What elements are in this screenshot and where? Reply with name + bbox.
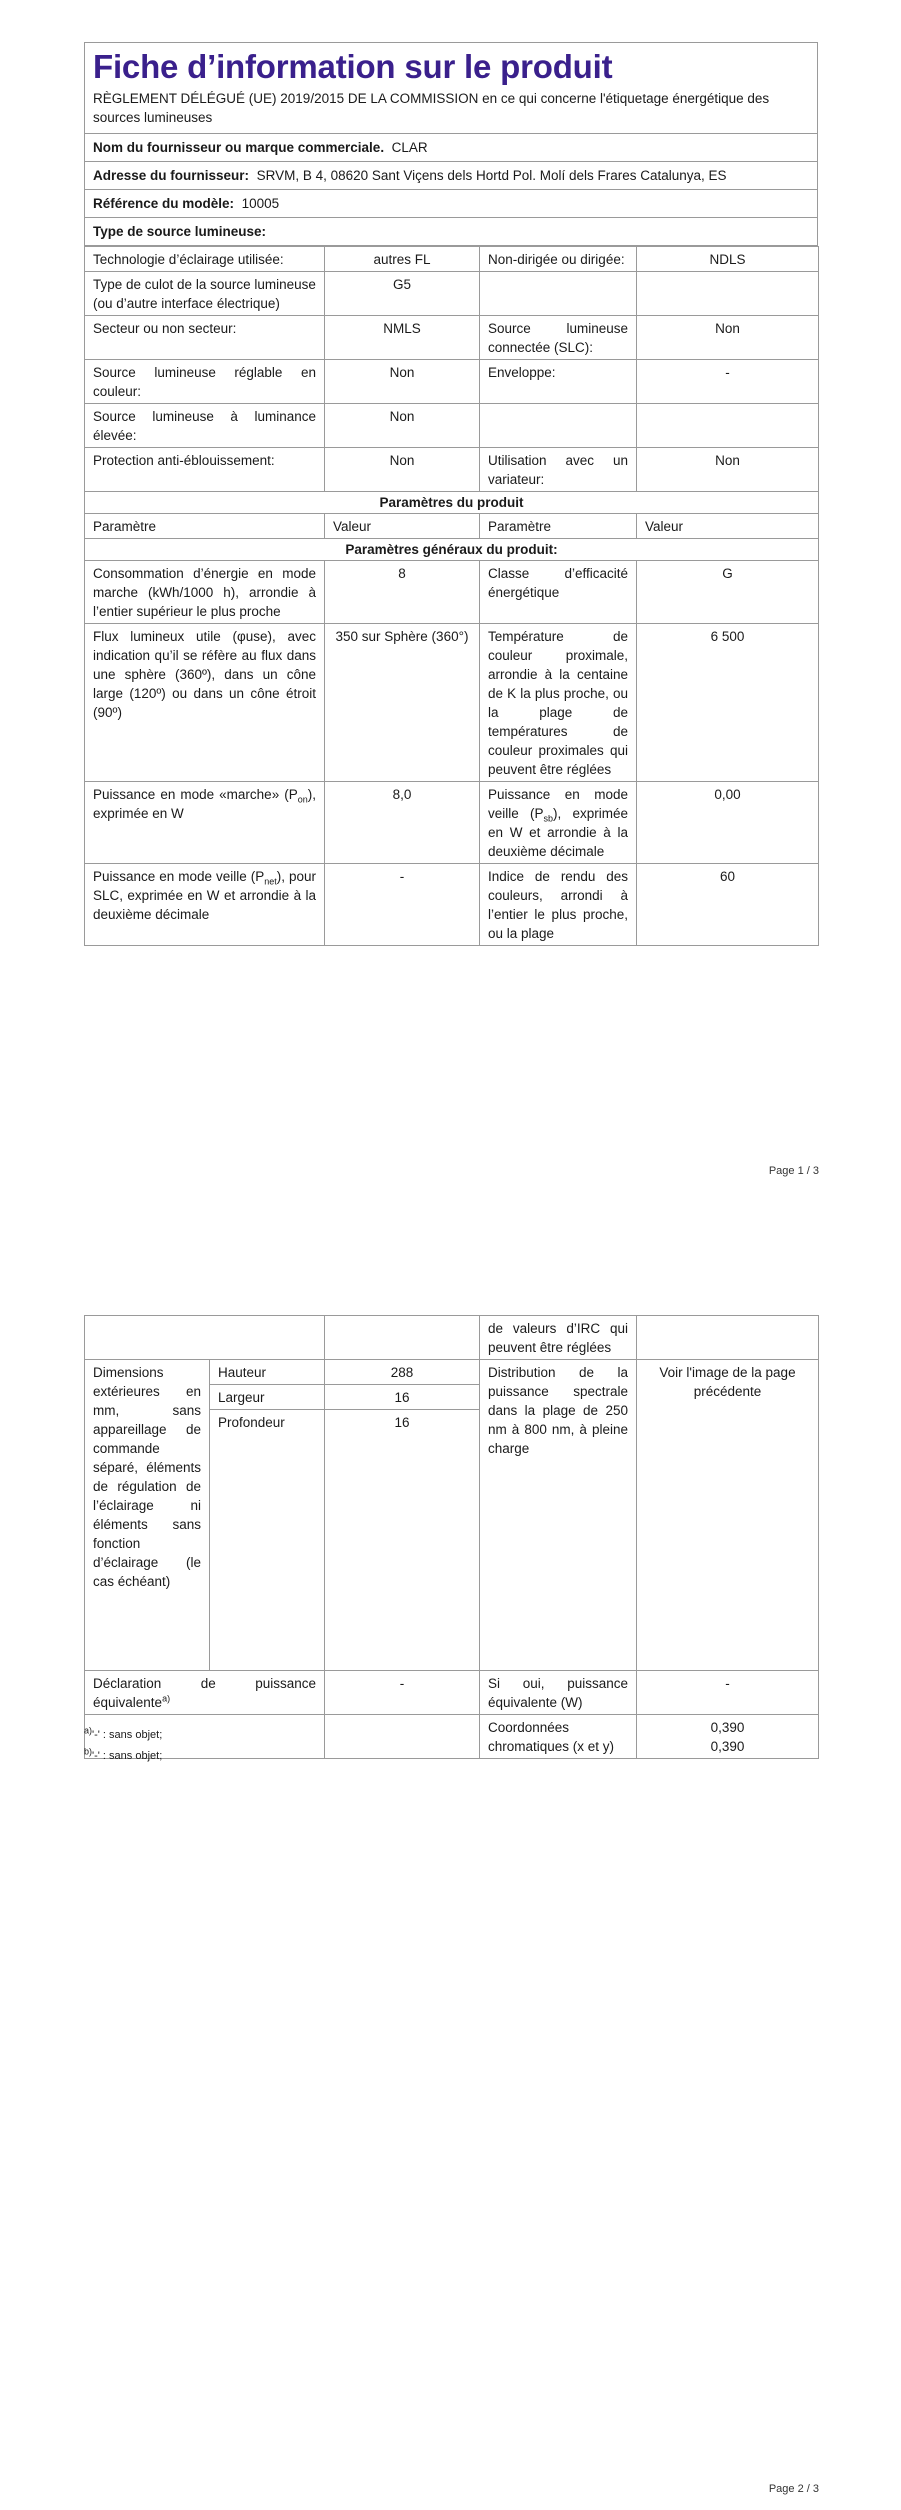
psb-label-b: ), exprimée en W et arrondie à la deuxième décimale [488,806,628,859]
cell-value [325,1316,480,1360]
cell-label: Classe d’efficacité énergétique [480,561,637,624]
table-row [85,404,819,448]
dim-depth-label: Profondeur [210,1410,325,1671]
cell-value: 8,0 [325,782,480,864]
pon-label-b: ), exprimée en W [93,787,316,821]
supplier-name-label: Nom du fournisseur ou marque commerciale. [93,140,385,155]
dimensions-label: Dimensions extérieures en mm, sans appareillage de commande séparé, éléments de régulation de l’éclairage ni éléments sans fonction d’éclairage (le cas échéant) [85,1360,210,1671]
spectral-value: Voir l'image de la page précédente [637,1360,819,1671]
cell-value: Non [637,316,819,360]
cell-value [637,272,819,316]
cell-value: G [637,561,819,624]
cell-label [85,272,325,316]
page-number: Page 2 / 3 [768,2483,819,2495]
cell-label: Indice de rendu des couleurs, arrondi à l’entier le plus proche, ou la plage [480,864,637,946]
cell-label [85,864,325,946]
table-row [85,1671,819,1715]
model-ref-row [84,190,818,218]
cell-label: Source lumineuse réglable en couleur: [85,360,325,404]
table-row [85,316,819,360]
cell-label: Température de couleur proximale, arrondie à la centaine de K la plus proche, ou la plage de températures de couleur proximales qui peuvent être réglées [480,624,637,782]
table-row [85,272,819,316]
footnotes [84,1725,162,1767]
supplier-name-value: CLAR [391,140,428,155]
dim-height-label: Hauteur [210,1360,325,1385]
cell-value: NDLS [637,247,819,272]
pnet-subscript: net [264,876,277,887]
chroma-x: 0,390 [710,1720,745,1735]
characteristics-table [84,246,819,946]
col-param: Paramètre [480,514,637,539]
cell-value [637,404,819,448]
cell-label [480,404,637,448]
info-sheet-continued [84,1315,818,1759]
table-row [85,561,819,624]
page-2 [0,1255,901,2510]
page-title: Fiche d’information sur le produit [93,48,613,85]
cap-type-label-extra: (ou d’autre interface électrique) [93,296,280,311]
section-heading-row [85,492,819,514]
characteristics-table-continued [84,1315,819,1759]
cell-label [480,272,637,316]
supplier-name-row [84,134,818,162]
cell-value: - [325,864,480,946]
source-type-row [84,218,818,246]
cell-label [480,782,637,864]
table-row [85,360,819,404]
equiv-label: Déclaration de puissance équivalente [93,1676,316,1710]
pon-label-a: Puissance en mode «marche» (P [93,787,298,802]
col-param: Paramètre [85,514,325,539]
cell-label: Si oui, puissance équivalente (W) [480,1671,637,1715]
dim-width-value: 16 [325,1385,480,1410]
cell-label [85,782,325,864]
cell-label: de valeurs d’IRC qui peuvent être réglées [480,1316,637,1360]
cell-value: 6 500 [637,624,819,782]
pnet-label-b: ), pour SLC, exprimée en W et arrondie à la deuxième décimale [93,869,316,922]
cell-value: NMLS [325,316,480,360]
cell-value [637,1316,819,1360]
supplier-address-label: Adresse du fournisseur: [93,168,250,183]
dim-depth-value: 16 [325,1410,480,1671]
cap-type-label: Type de culot de la source lumineuse [93,277,316,292]
cell-label [85,1671,325,1715]
table-row [85,448,819,492]
cell-value: - [325,1671,480,1715]
product-params-heading: Paramètres du produit [85,492,819,514]
cell-value [325,1715,480,1759]
cell-value: 60 [637,864,819,946]
table-row [85,1360,819,1385]
footnote-a-text: '-' : sans objet; [92,1729,163,1741]
regulation-subtitle: RÈGLEMENT DÉLÉGUÉ (UE) 2019/2015 DE LA COMMISSION en ce qui concerne l'étiquetage énergétique des sources lumineuses [93,91,770,125]
cell-value: 0,00 [637,782,819,864]
page-number: Page 1 / 3 [768,1165,819,1177]
cell-label: Consommation d’énergie en mode marche (kWh/1000 h), arrondie à l’entier supérieur le plus proche [85,561,325,624]
section-heading-row [85,539,819,561]
cell-label [85,1316,325,1360]
chroma-y: 0,390 [710,1739,745,1754]
cell-value: G5 [325,272,480,316]
dim-height-value: 288 [325,1360,480,1385]
cell-label: Non-dirigée ou dirigée: [480,247,637,272]
cell-value: Non [637,448,819,492]
table-row [85,1316,819,1360]
cell-label: Utilisation avec un variateur: [480,448,637,492]
col-value: Valeur [325,514,480,539]
cell-value: - [637,360,819,404]
footnote-b-mark: b) [84,1746,93,1757]
psb-subscript: sb [543,813,553,824]
general-params-heading: Paramètres généraux du produit: [85,539,819,561]
table-row [85,864,819,946]
cell-value: Non [325,448,480,492]
table-row [85,782,819,864]
pnet-label-a: Puissance en mode veille (P [93,869,265,884]
cell-value: 8 [325,561,480,624]
psb-label-a: Puissance en mode veille (P [488,787,628,821]
footnote-b [84,1746,162,1767]
cell-value: - [637,1671,819,1715]
cell-label: Secteur ou non secteur: [85,316,325,360]
col-value: Valeur [637,514,819,539]
table-row [85,1715,819,1759]
cell-value: Non [325,360,480,404]
info-sheet [84,42,818,946]
column-header-row [85,514,819,539]
pon-subscript: on [297,794,308,805]
cell-label: Flux lumineux utile (φuse), avec indication qu’il se réfère au flux dans une sphère (360º), dans un cône large (120º) ou dans un cône étroit (90º) [85,624,325,782]
equiv-footnote-mark: a) [162,1693,171,1704]
dim-width-label: Largeur [210,1385,325,1410]
table-row [85,247,819,272]
cell-value [637,1715,819,1759]
cell-value: Non [325,404,480,448]
cell-label: Coordonnées chromatiques (x et y) [480,1715,637,1759]
cell-value: 350 sur Sphère (360°) [325,624,480,782]
cell-value: autres FL [325,247,480,272]
spectral-label: Distribution de la puissance spectrale dans la plage de 250 nm à 800 nm, à pleine charge [480,1360,637,1671]
page-1 [0,0,901,1230]
footnote-b-text: '-' : sans objet; [92,1750,163,1762]
cell-label: Source lumineuse à luminance élevée: [85,404,325,448]
header-block [84,42,818,134]
table-row [85,624,819,782]
model-ref-label: Référence du modèle: [93,196,235,211]
model-ref-value: 10005 [241,196,280,211]
cell-label: Technologie d’éclairage utilisée: [85,247,325,272]
footnote-a-mark: a) [84,1725,93,1736]
source-type-label: Type de source lumineuse: [93,224,267,239]
footnote-a [84,1725,162,1746]
supplier-address-value: SRVM, B 4, 08620 Sant Viçens dels Hortd Pol. Molí dels Frares Catalunya, ES [256,168,727,183]
cell-label: Source lumineuse connectée (SLC): [480,316,637,360]
supplier-address-row [84,162,818,190]
cell-label: Protection anti-éblouissement: [85,448,325,492]
cell-label: Enveloppe: [480,360,637,404]
